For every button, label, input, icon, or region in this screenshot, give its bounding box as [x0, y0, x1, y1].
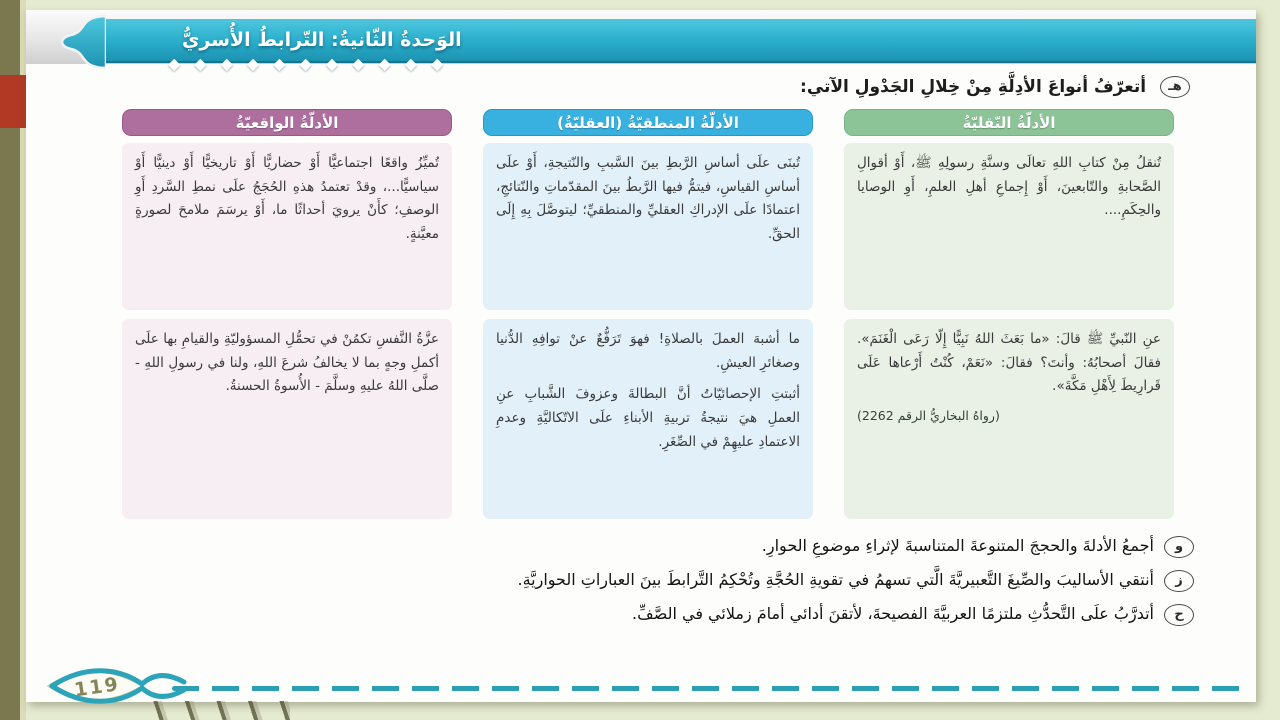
question-line — [26, 76, 1190, 98]
column-logical-evidence — [483, 109, 813, 519]
cell-text: تُبنَى علَى أساسِ الرَّبطِ بينَ السَّببِ والنّتيجةِ، أَوْ علَى أساسِ القياسِ، فيتمُّ فيها الرَّبطُ بينَ المقدّماتِ والنّتائجِ، اعتمادًا علَى الإدراكِ العقليِّ والمنطقيِّ؛ ليتوصَّلَ بِهِ إِلَى الحقِّ. — [496, 155, 800, 242]
page-header-band — [26, 10, 1256, 73]
column-header-logical: الأدلّةُ المنطقيّةُ (العقليّةُ) — [483, 109, 813, 136]
example-paragraph-2: أثبتتِ الإحصائيّاتُ أنَّ البطالةَ وعزوفَ الشَّبابِ عنِ العملِ هيَ نتيجةُ تربيةِ الأبناءِ علَى الاتّكاليَّةِ وعدمِ الاعتمادِ عليهِمْ في الصِّغَرِ. — [496, 386, 800, 450]
textbook-page — [26, 10, 1256, 702]
task-text: أجمعُ الأدلةَ والحججَ المتنوعةَ المتناسبةَ لإثراءِ موضوعِ الحوارِ. — [761, 536, 1154, 555]
red-accent-square — [0, 75, 27, 128]
unit-title: الوَحدةُ الثّانيةُ: التّرابطُ الأُسريُّ — [182, 29, 462, 51]
cell-factual-definition — [122, 143, 452, 310]
task-item-hha — [116, 602, 1194, 627]
cell-transmitted-definition — [844, 143, 1174, 310]
cell-logical-definition — [483, 143, 813, 310]
question-marker: هـ — [1160, 76, 1190, 98]
column-factual-evidence — [122, 109, 452, 519]
question-text: أتعرّفُ أنواعَ الأدِلَّةِ مِنْ خِلالِ الجَدْولِ الآتي: — [800, 77, 1147, 97]
column-transmitted-evidence — [844, 109, 1174, 519]
task-list — [116, 534, 1194, 635]
task-item-zay — [116, 568, 1194, 593]
diamond-ornaments: ◆◆◆◆◆◆◆◆◆◆◆ — [168, 54, 458, 73]
task-marker: و — [1164, 536, 1194, 558]
task-text: أنتقي الأساليبَ والصِّيغَ التَّعبيريَّةَ الَّتي تسهمُ في تقويةِ الحُجَّةِ وتُحْكِمُ التَّرابطَ بينَ العباراتِ الحواريَّةِ. — [517, 569, 1154, 589]
banner-cloud-ornament — [56, 14, 106, 74]
evidence-table — [122, 109, 1174, 519]
cell-text: عزَّةُ النَّفسِ تكمُنْ في تحمُّلِ المسؤوليّةِ والقيامِ بها علَى أكملِ وجهٍ بما لا يخالفُ شرعَ اللهِ، ولنا في رسولِ اللهِ - صلَّى اللهُ عليهِ وسلَّمَ - الأُسوةُ الحسنةُ. — [135, 331, 439, 395]
task-marker: ز — [1164, 570, 1194, 592]
task-item-waw — [116, 534, 1194, 559]
task-text: أتدرَّبُ علَى التَّحدُّثِ ملتزمًا العربيَّةَ الفصيحةَ، لأتقنَ أدائي أمامَ زملائي في الصَّفِّ. — [632, 603, 1154, 623]
cell-factual-example — [122, 319, 452, 519]
example-paragraph-1: ما أشبهَ العملَ بالصلاةِ! فهوَ تَرَفُّعٌ عنْ توافِهِ الدُّنيا وصغائرِ العيشِ. — [496, 331, 800, 371]
cell-text: تُنقلُ مِنْ كتابِ اللهِ تعالَى وسنَّةِ رسولِهِ ﷺ، أَوْ أقوالِ الصَّحابةِ والتّابعينَ، أَوْ إِجماعِ أهلِ العلمِ، أَوِ الوصايا والحِكَمِ.... — [857, 155, 1161, 219]
column-header-factual: الأدلّةُ الواقعيّةُ — [122, 109, 452, 136]
footer-dashed-line — [172, 686, 1250, 691]
task-marker: ح — [1164, 604, 1194, 626]
hadith-text: عنِ النّبيِّ ﷺ قالَ: «ما بَعَثَ اللهُ نَبِيًّا إِلّا رَعَى الْغَنَمَ». فقالَ أصحابُهُ: وأنتَ؟ فقالَ: «نَعَمْ، كُنْتُ أَرْعاها عَلَى قَرارِيطَ لِأَهْلِ مَكَّةَ». — [857, 331, 1161, 395]
cell-text: تُميِّزُ واقعًا اجتماعيًّا أَوْ حضاريًّا أَوْ تاريخيًّا أَوْ دينيًّا أَوْ سياسيًّا...، وقدْ تعتمدُ هذهِ الحُجَجُ علَى نمطِ السَّردِ أَوِ الوصفِ؛ كأَنْ يرويَ أحداثًا ما، أَوْ يرسَمَ ملامحَ لصورةٍ معيَّنةٍ. — [135, 155, 439, 242]
cell-transmitted-example — [844, 319, 1174, 519]
decorative-stripes — [150, 701, 290, 720]
column-header-transmitted: الأدلّةُ النّقليّةُ — [844, 109, 1174, 136]
hadith-reference: (رواهُ البخاريُّ الرقم 2262) — [857, 407, 1000, 423]
unit-title-banner — [98, 19, 1256, 73]
cell-logical-example — [483, 319, 813, 519]
page-number: 119 — [72, 673, 122, 702]
